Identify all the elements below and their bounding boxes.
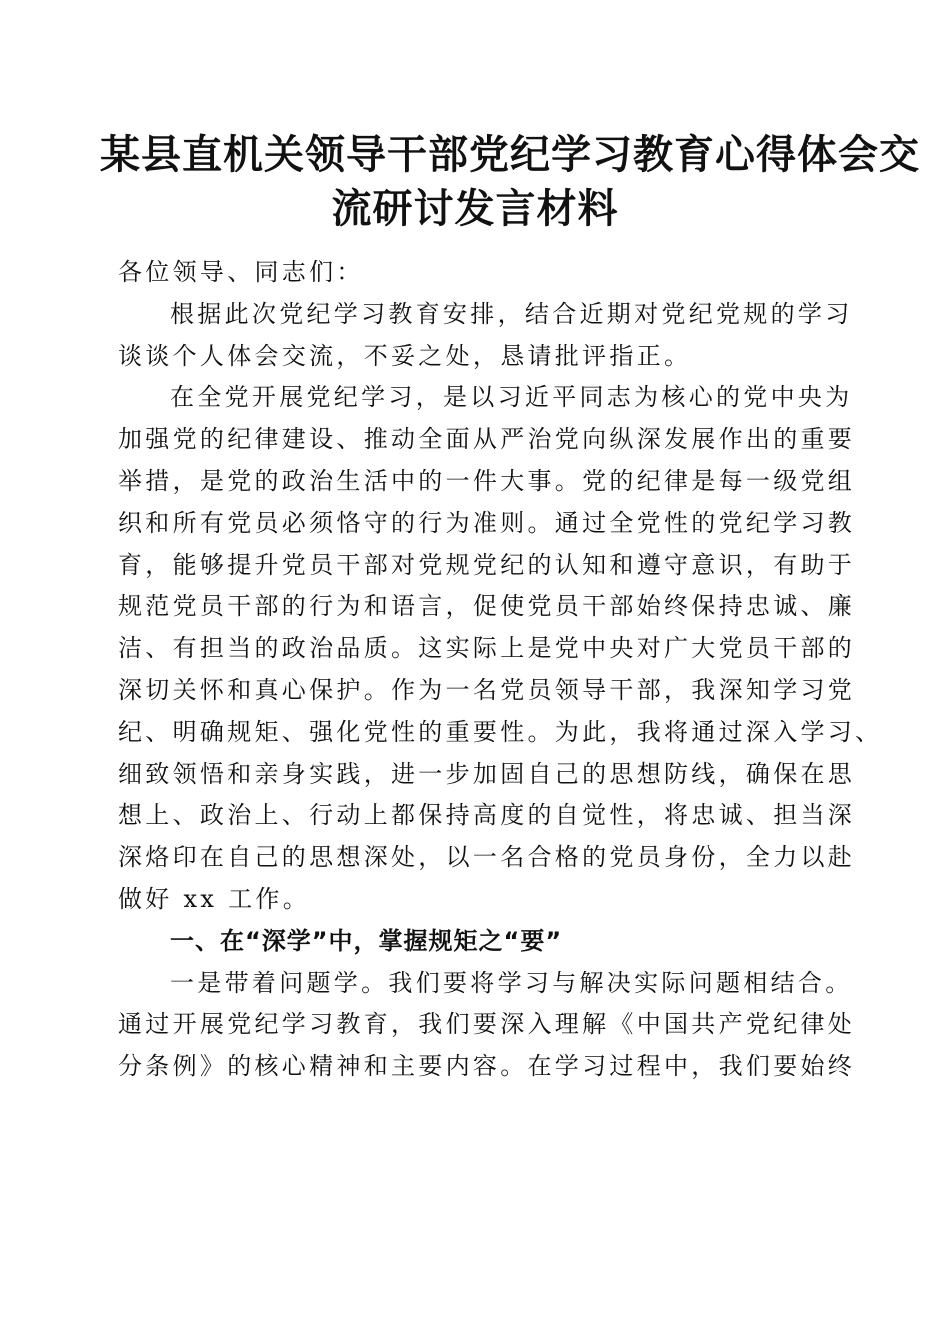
title-line: 流研讨发言材料 (331, 185, 619, 232)
paragraph-point-one (118, 963, 856, 1088)
paragraph-line: 想上、政治上、行动上都保持高度的自觉性，将忠诚、担当深 (118, 801, 856, 830)
paragraph-line: 细致领悟和亲身实践，进一步加固自己的思想防线，确保在思 (118, 759, 856, 788)
paragraph-line: 织和所有党员必须恪守的行为准则。通过全党性的党纪学习教 (118, 508, 856, 537)
paragraph-line: 举措，是党的政治生活中的一件大事。党的纪律是每一级党组 (118, 466, 856, 495)
paragraph-line: 做好 xx 工作。 (118, 884, 311, 913)
document-body (118, 252, 883, 1088)
paragraph-intro (118, 294, 853, 378)
paragraph-line: 纪、明确规矩、强化党性的重要性。为此，我将通过深入学习、 (118, 717, 883, 746)
paragraph-line: 洁、有担当的政治品质。这实际上是党中央对广大党员干部的 (118, 634, 856, 663)
salutation-line: 各位领导、同志们： (118, 258, 364, 286)
paragraph-line: 通过开展党纪学习教育，我们要深入理解《中国共产党纪律处 (118, 1010, 856, 1039)
paragraph-line: 加强党的纪律建设、推动全面从严治党向纵深发展作出的重要 (118, 425, 856, 454)
document-title (100, 128, 920, 236)
paragraph-line: 深切关怀和真心保护。作为一名党员领导干部，我深知学习党 (118, 675, 856, 704)
paragraph-line: 谈谈个人体会交流，不妥之处，恳请批评指正。 (118, 341, 692, 370)
paragraph-line: 根据此次党纪学习教育安排，结合近期对党纪党规的学习 (170, 299, 853, 328)
paragraph-line: 规范党员干部的行为和语言，促使党员干部始终保持忠诚、廉 (118, 592, 856, 621)
salutation (118, 252, 848, 294)
section-heading: 一、在“深学”中，掌握规矩之“要” (170, 926, 563, 955)
paragraph-line: 深烙印在自己的思想深处，以一名合格的党员身份，全力以赴 (118, 843, 856, 872)
paragraph-main (118, 377, 883, 920)
paragraph-line: 育，能够提升党员干部对党规党纪的认知和遵守意识，有助于 (118, 550, 856, 579)
paragraph-line: 分条例》的核心精神和主要内容。在学习过程中，我们要始终 (118, 1052, 856, 1081)
paragraph-line: 一是带着问题学。我们要将学习与解决实际问题相结合。 (170, 968, 853, 997)
title-line: 某县直机关领导干部党纪学习教育心得体会交 (100, 131, 920, 178)
paragraph-line: 在全党开展党纪学习，是以习近平同志为核心的党中央为 (170, 383, 853, 412)
